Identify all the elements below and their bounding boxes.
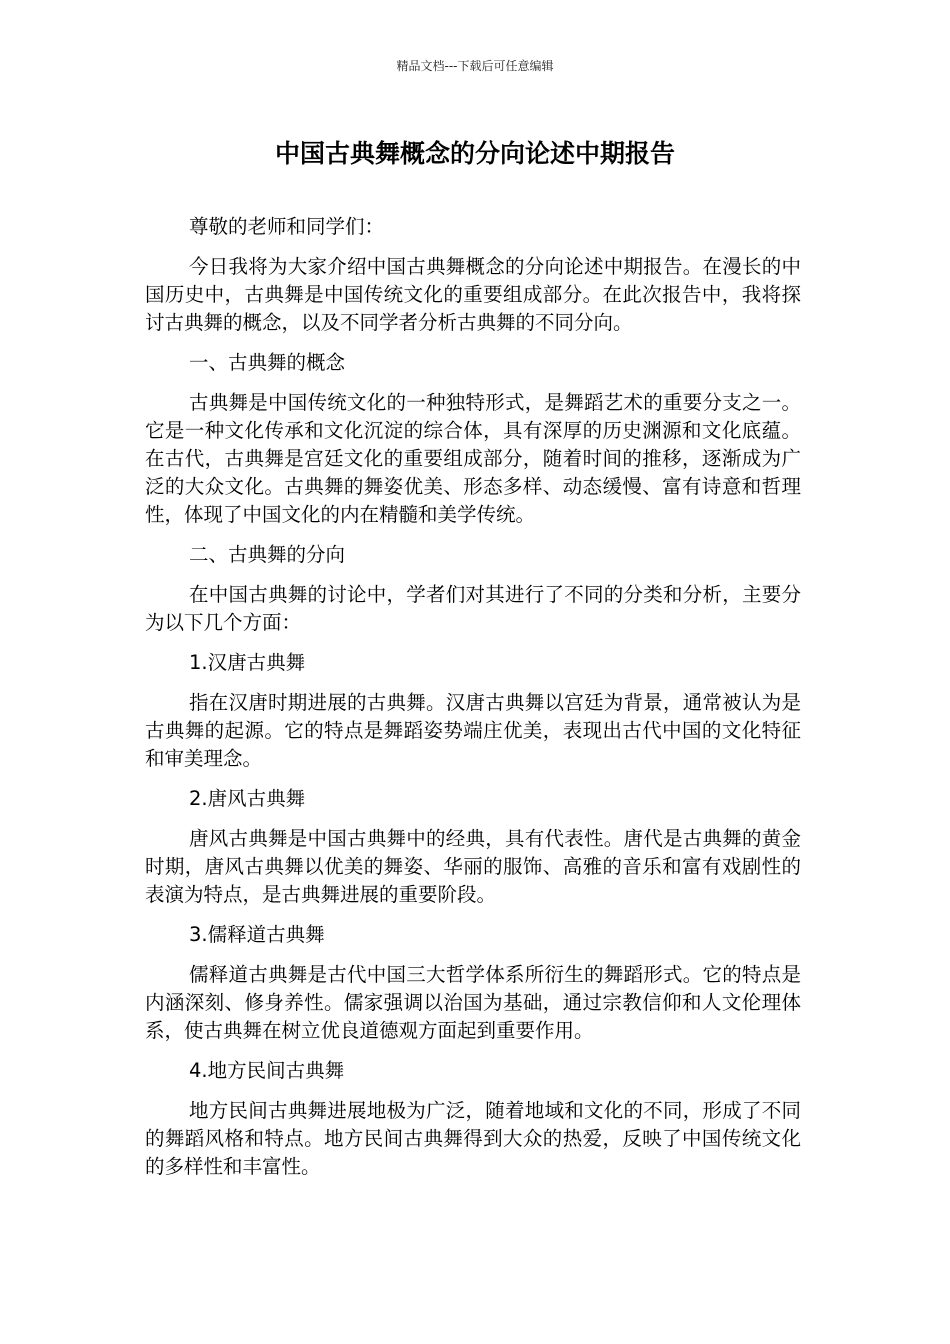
rushidao-paragraph: 儒释道古典舞是古代中国三大哲学体系所衍生的舞蹈形式。它的特点是内涵深刻、修身养性。儒家强调以治国为基础，通过宗教信仰和人文伦理体系，使古典舞在树立优良道德观方面起到重要作用。 <box>145 963 801 1042</box>
intro-paragraph: 今日我将为大家介绍中国古典舞概念的分向论述中期报告。在漫长的中国历史中，古典舞是中国传统文化的重要组成部分。在此次报告中，我将探讨古典舞的概念，以及不同学者分析古典舞的不同分向。 <box>145 255 801 334</box>
document-title: 中国古典舞概念的分向论述中期报告 <box>274 139 675 168</box>
document-body <box>145 213 801 1193</box>
subheading-tangfeng: 2.唐风古典舞 <box>189 787 306 810</box>
subheading-hantang: 1.汉唐古典舞 <box>189 651 306 674</box>
directions-intro-paragraph: 在中国古典舞的讨论中，学者们对其进行了不同的分类和分析，主要分为以下几个方面： <box>145 583 801 634</box>
subheading-folk: 4.地方民间古典舞 <box>189 1059 345 1082</box>
hantang-paragraph: 指在汉唐时期进展的古典舞。汉唐古典舞以宫廷为背景，通常被认为是古典舞的起源。它的特点是舞蹈姿势端庄优美，表现出古代中国的文化特征和审美理念。 <box>145 691 801 770</box>
tangfeng-paragraph: 唐风古典舞是中国古典舞中的经典，具有代表性。唐代是古典舞的黄金时期，唐风古典舞以优美的舞姿、华丽的服饰、高雅的音乐和富有戏剧性的表演为特点，是古典舞进展的重要阶段。 <box>145 827 801 906</box>
header-note: 精品文档---下载后可任意编辑 <box>396 59 554 73</box>
folk-paragraph: 地方民间古典舞进展地极为广泛，随着地域和文化的不同，形成了不同的舞蹈风格和特点。地方民间古典舞得到大众的热爱，反映了中国传统文化的多样性和丰富性。 <box>145 1099 801 1178</box>
salutation: 尊敬的老师和同学们： <box>189 215 385 238</box>
concept-paragraph: 古典舞是中国传统文化的一种独特形式，是舞蹈艺术的重要分支之一。它是一种文化传承和文化沉淀的综合体，具有深厚的历史渊源和文化底蕴。在古代，古典舞是宫廷文化的重要组成部分，随着时间的推移，逐渐成为广泛的大众文化。古典舞的舞姿优美、形态多样、动态缓慢、富有诗意和哲理性，体现了中国文化的内在精髓和美学传统。 <box>145 391 801 526</box>
section-heading-directions: 二、古典舞的分向 <box>189 543 346 566</box>
subheading-rushidao: 3.儒释道古典舞 <box>189 923 325 946</box>
section-heading-concept: 一、古典舞的概念 <box>189 351 346 374</box>
